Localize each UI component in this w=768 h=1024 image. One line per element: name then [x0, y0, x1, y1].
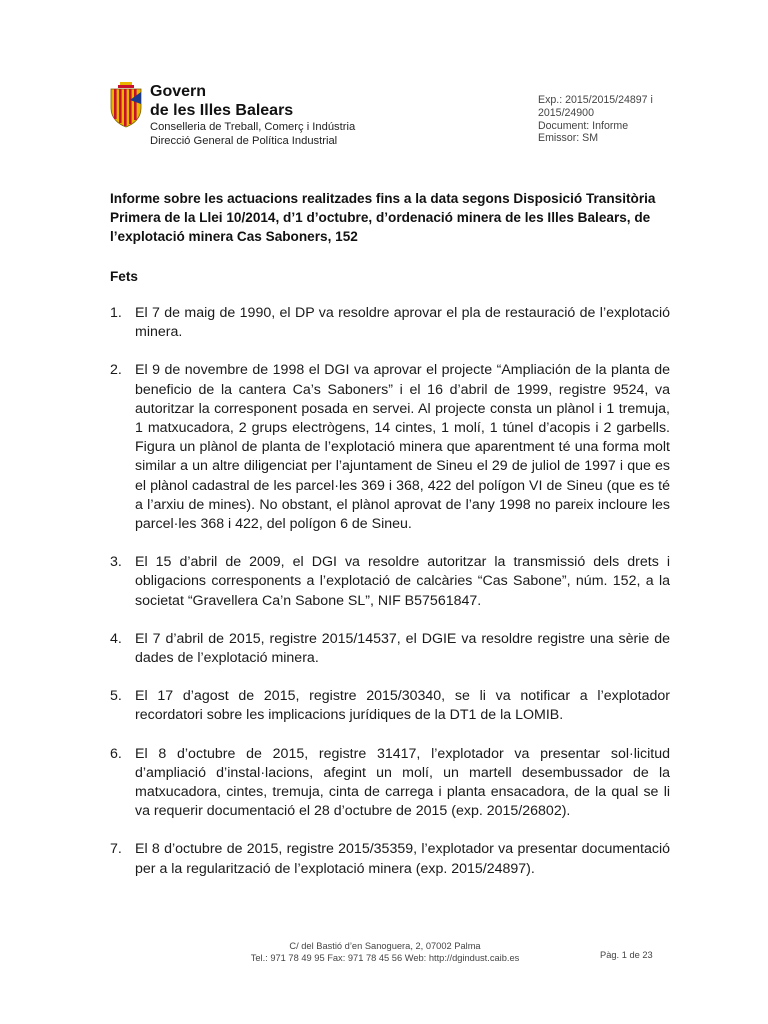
item-text: El 8 d’octubre de 2015, registre 31417, l’explotador va presentar sol·licitud d’ampliació d’instal·lacions, afegint un molí, un martell desembussador de la matxucadora, cintes, tremuja, cinta de carrega i planta ensacadora, de la qual se li va requerir documentació el 28 d’octubre de 2015 (exp. 2015/26802). — [135, 745, 670, 820]
list-item — [110, 745, 670, 822]
coat-of-arms-icon — [108, 82, 144, 128]
item-number: 6. — [110, 745, 122, 762]
footer-contact: Tel.: 971 78 49 95 Fax: 971 78 45 56 Web: http://dgindust.caib.es — [250, 953, 520, 963]
document-header — [108, 82, 668, 162]
page-footer — [250, 940, 520, 964]
item-text: El 15 d’abril de 2009, el DGI va resoldre autoritzar la transmissió dels drets i obligacions corresponents a l’explotació de calcàries “Cas Sabone”, núm. 152, a la societat “Gravellera Ca’n Sabone SL”, NIF B57561847. — [135, 554, 670, 609]
list-item — [110, 687, 670, 725]
report-title: Informe sobre les actuacions realitzades fins a la data segons Disposició Transitòria Primera de la Llei 10/2014, d’1 d’octubre, d’ordenació minera de les Illes Balears, de l’explotació minera Cas Saboners, 152 — [110, 191, 656, 244]
org-name-line1: Govern — [150, 83, 207, 100]
section-heading: Fets — [110, 269, 138, 284]
item-text: El 8 d’octubre de 2015, registre 2015/35359, l’explotador va presentar documentació per a la regularització de l’explotació minera (exp. 2015/24897). — [135, 841, 670, 877]
item-number: 3. — [110, 554, 122, 571]
department-line1: Conselleria de Treball, Comerç i Indústria — [150, 121, 356, 133]
item-number: 4. — [110, 630, 122, 647]
department-line2: Direcció General de Política Industrial — [150, 135, 338, 147]
list-item — [110, 840, 670, 878]
meta-exp-line1: Exp.: 2015/2015/24897 i — [538, 94, 653, 106]
item-number: 5. — [110, 688, 122, 705]
item-text: El 9 de novembre de 1998 el DGI va aprovar el projecte “Ampliación de la planta de beneficio de la cantera Ca’s Saboners” i el 16 d’abril de 1999, registre 9524, va autoritzar la corresponent posada en servei. Al projecte consta un plànol i 1 tremuja, 1 matxucadora, 2 grups electrògens, 14 cintes, 1 molí, 1 túnel d’acopis i 2 garbells. Figura un plànol de planta de l’explotació minera que aparentment té una forma molt similar a un altre diligenciat per l’ajuntament de Sineu el 29 de juliol de 1997 i que es el plànol cadastral de les parcel·les 369 i 368, 422 del polígon VI de Sineu (que es té a l’arxiu de mines). No obstant, el plànol aprovat de l’any 1998 no pareix incloure les parcel·les 368 i 422, del polígon 6 de Sineu. — [135, 362, 670, 533]
facts-list — [110, 304, 670, 879]
item-text: El 7 de maig de 1990, el DP va resoldre aprovar el pla de restauració de l’explotació minera. — [135, 305, 670, 341]
item-number: 1. — [110, 305, 122, 321]
government-block — [150, 82, 355, 148]
list-item — [110, 361, 670, 534]
list-item — [110, 553, 670, 611]
item-text: El 17 d’agost de 2015, registre 2015/30340, se li va notificar a l’explotador recordatori sobre les implicacions jurídiques de la DT1 de la LOMIB. — [135, 688, 670, 724]
footer-address: C/ del Bastió d’en Sanoguera, 2, 07002 Palma — [289, 941, 481, 951]
meta-emissor: Emissor: SM — [538, 132, 599, 145]
item-text: El 7 d’abril de 2015, registre 2015/14537, el DGIE va resoldre registre una sèrie de dades de l’explotació minera. — [135, 630, 670, 667]
meta-document: Document: Informe — [538, 119, 629, 132]
meta-exp-line2: 2015/24900 — [538, 106, 594, 119]
item-number: 2. — [110, 362, 122, 379]
page-number: Pàg. 1 de 23 — [600, 950, 653, 960]
list-item — [110, 630, 670, 668]
list-item — [110, 304, 670, 342]
document-metadata — [538, 94, 688, 145]
org-name-line2: de les Illes Balears — [150, 102, 294, 119]
item-number: 7. — [110, 841, 122, 858]
